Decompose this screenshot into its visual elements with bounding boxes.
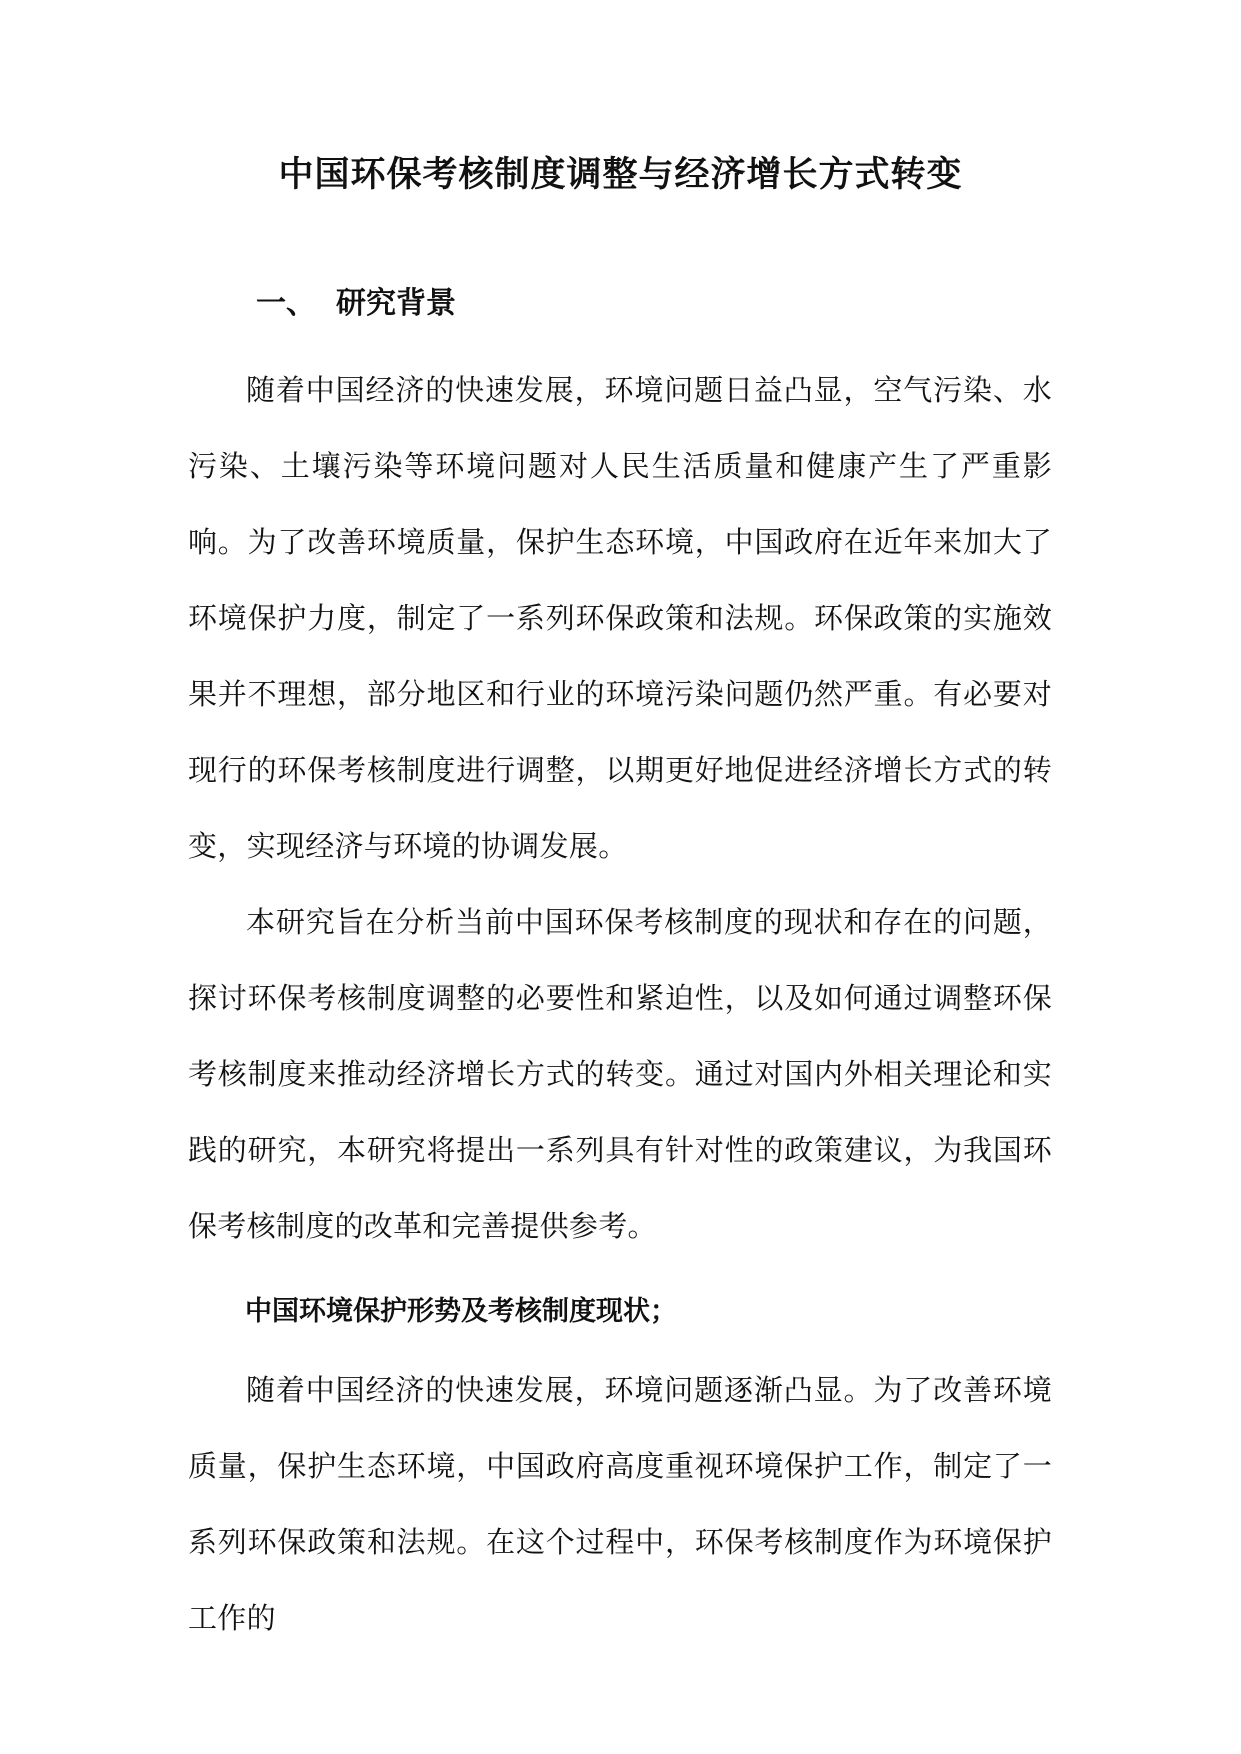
section-number: 一、	[256, 286, 316, 321]
section-heading	[256, 280, 456, 328]
body-paragraph: 随着中国经济的快速发展，环境问题逐渐凸显。为了改善环境质量，保护生态环境，中国政府高度重视环境保护工作，制定了一系列环保政策和法规。在这个过程中，环保考核制度作为环境保护工作的	[188, 1373, 1052, 1635]
body-paragraph: 本研究旨在分析当前中国环保考核制度的现状和存在的问题，探讨环保考核制度调整的必要性和紧迫性，以及如何通过调整环保考核制度来推动经济增长方式的转变。通过对国内外相关理论和实践的研究，本研究将提出一系列具有针对性的政策建议，为我国环保考核制度的改革和完善提供参考。	[188, 905, 1052, 1243]
document-title: 中国环保考核制度调整与经济增长方式转变	[278, 155, 963, 195]
section-title: 研究背景	[336, 286, 456, 321]
body-paragraph: 随着中国经济的快速发展，环境问题日益凸显，空气污染、水污染、土壤污染等环境问题对人民生活质量和健康产生了严重影响。为了改善环境质量，保护生态环境，中国政府在近年来加大了环境保护力度，制定了一系列环保政策和法规。环保政策的实施效果并不理想，部分地区和行业的环境污染问题仍然严重。有必要对现行的环保考核制度进行调整，以期更好地促进经济增长方式的转变，实现经济与环境的协调发展。	[188, 373, 1052, 863]
subsection-heading: 中国环境保护形势及考核制度现状；	[245, 1296, 677, 1327]
